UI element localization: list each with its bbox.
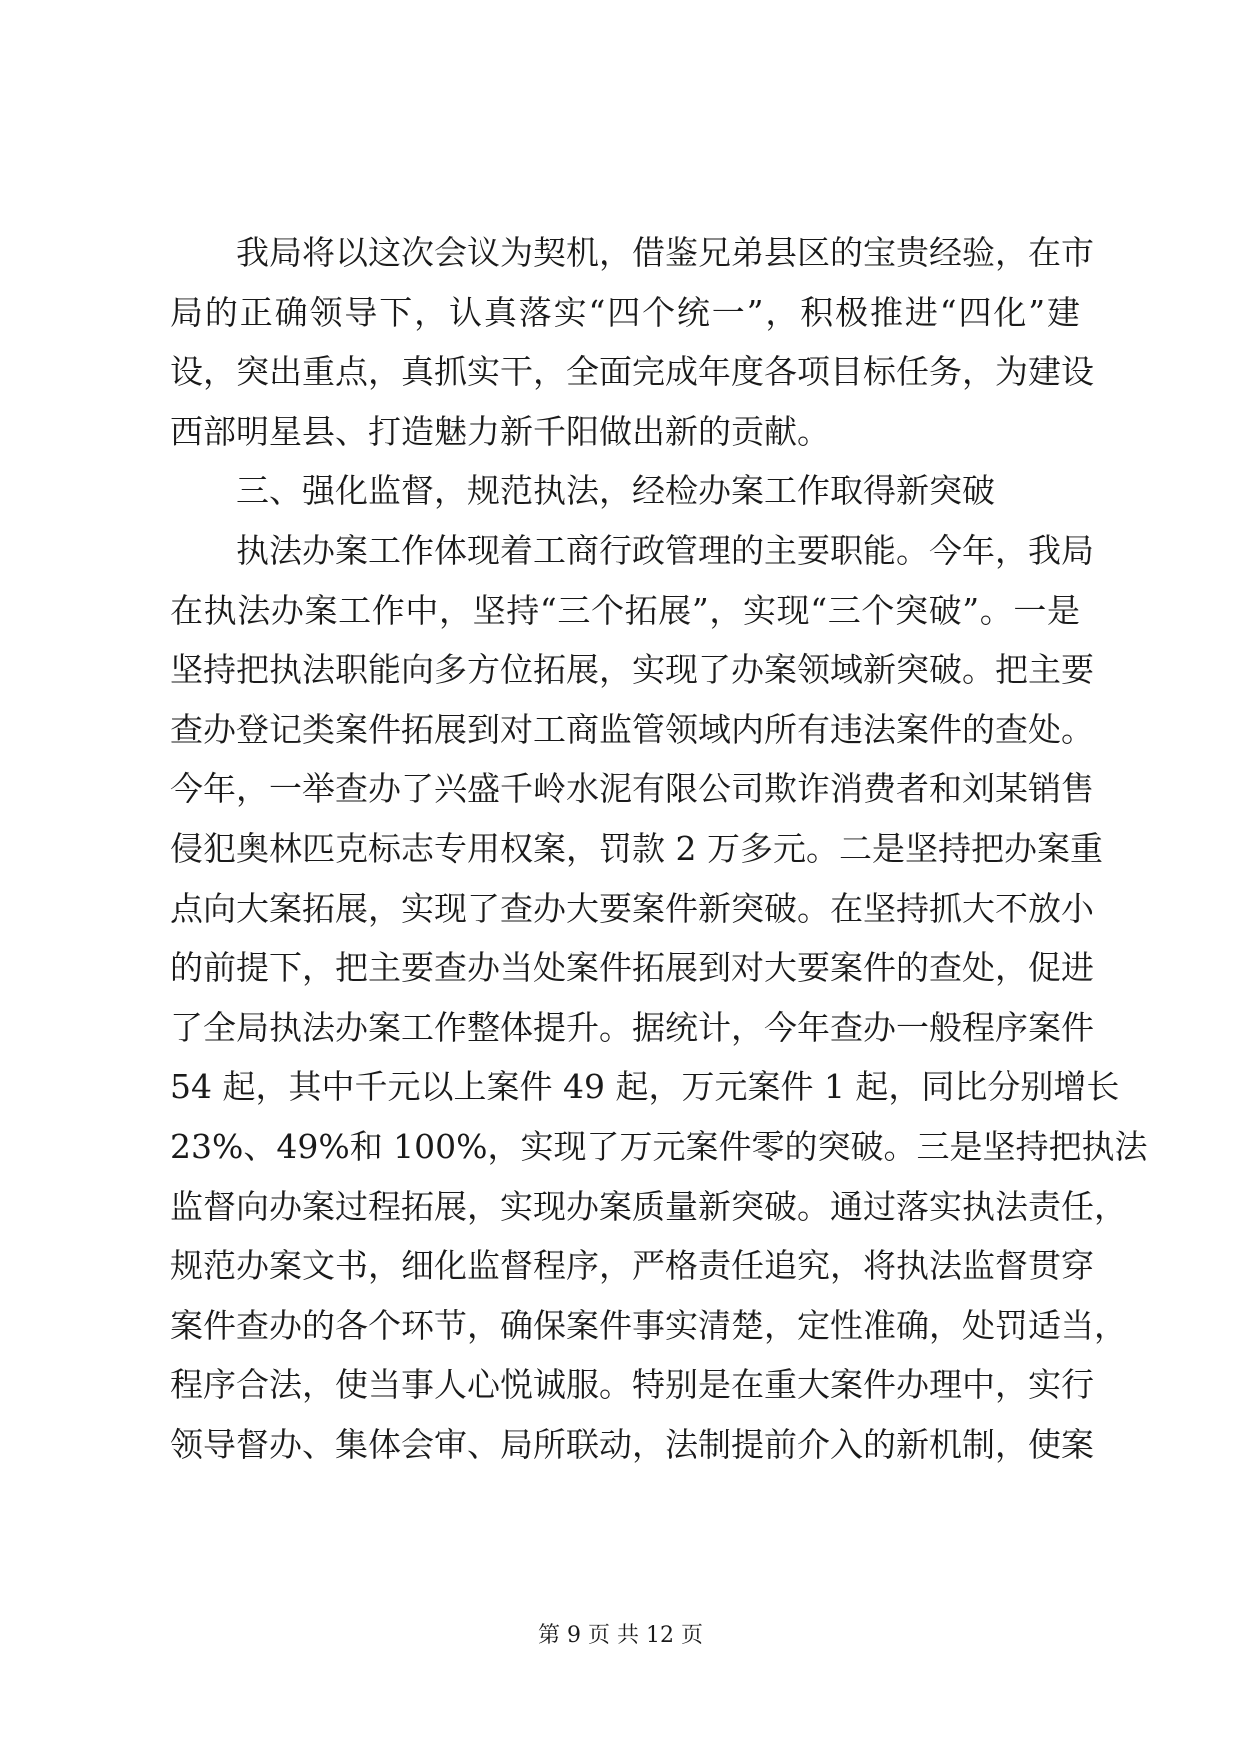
paragraph-2-line-4: 查办登记类案件拓展到对工商监管领域内所有违法案件的查处。 — [170, 709, 1094, 749]
paragraph-2-line-13: 规范办案文书，细化监督程序，严格责任追究，将执法监督贯穿 — [170, 1246, 1094, 1286]
paragraph-2-line-1: 执法办案工作体现着工商行政管理的主要职能。今年，我局 — [236, 530, 1094, 570]
paragraph-1-line-3: 设，突出重点，真抓实干，全面完成年度各项目标任务，为建设 — [170, 352, 1094, 392]
paragraph-2-line-9: 了全局执法办案工作整体提升。据统计，今年查办一般程序案件 — [170, 1007, 1094, 1047]
paragraph-2-line-2: 在执法办案工作中，坚持“三个拓展”，实现“三个突破”。一是 — [170, 590, 1080, 630]
paragraph-1-line-1: 我局将以这次会议为契机，借鉴兄弟县区的宝贵经验，在市 — [236, 233, 1094, 272]
paragraph-2-line-16: 领导督办、集体会审、局所联动，法制提前介入的新机制，使案 — [170, 1424, 1094, 1464]
body-text — [170, 223, 1148, 1474]
paragraph-2-line-5: 今年，一举查办了兴盛千岭水泥有限公司欺诈消费者和刘某销售 — [170, 769, 1094, 809]
paragraph-2-line-6: 侵犯奥林匹克标志专用权案，罚款 2 万多元。二是坚持把办案重 — [170, 828, 1103, 868]
paragraph-2-line-11: 23%、49%和 100%，实现了万元案件零的突破。三是坚持把执法 — [170, 1126, 1148, 1166]
paragraph-2-line-14: 案件查办的各个环节，确保案件事实清楚，定性准确，处罚适当， — [170, 1305, 1127, 1345]
paragraph-2-line-10: 54 起，其中千元以上案件 49 起，万元案件 1 起，同比分别增长 — [170, 1067, 1120, 1107]
paragraph-2-line-8: 的前提下，把主要查办当处案件拓展到对大要案件的查处，促进 — [170, 948, 1094, 988]
section-heading: 三、强化监督，规范执法，经检办案工作取得新突破 — [236, 471, 995, 511]
paragraph-2-line-12: 监督向办案过程拓展，实现办案质量新突破。通过落实执法责任， — [170, 1186, 1127, 1226]
paragraph-2-line-3: 坚持把执法职能向多方位拓展，实现了办案领域新突破。把主要 — [170, 650, 1094, 690]
paragraph-2-line-15: 程序合法，使当事人心悦诚服。特别是在重大案件办理中，实行 — [170, 1365, 1094, 1405]
page-footer: 第 9 页 共 12 页 — [538, 1623, 703, 1648]
paragraph-2-line-7: 点向大案拓展，实现了查办大要案件新突破。在坚持抓大不放小 — [170, 888, 1094, 928]
paragraph-1-line-4: 西部明星县、打造魅力新千阳做出新的贡献。 — [170, 411, 830, 451]
paragraph-1-line-2: 局的正确领导下，认真落实“四个统一”，积极推进“四化”建 — [170, 292, 1080, 332]
